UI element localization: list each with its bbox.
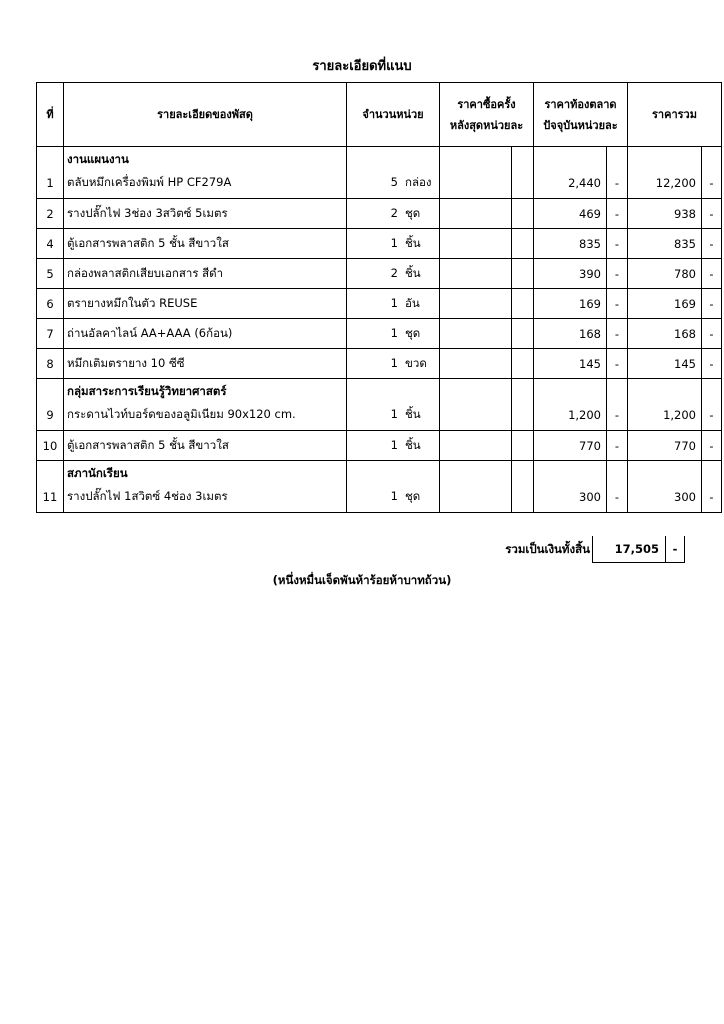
item-total-dash: - xyxy=(702,319,722,349)
table-row xyxy=(37,431,722,461)
table-row xyxy=(37,229,722,259)
total-value: 17,505 xyxy=(614,542,659,556)
market-price-dash: - xyxy=(607,229,628,259)
item-qty-unit: ขวด xyxy=(405,355,427,370)
empty-cell xyxy=(702,147,722,169)
last-price-cell xyxy=(440,483,512,513)
last-price-extra-cell xyxy=(512,259,534,289)
market-price: 2,440 xyxy=(534,169,607,199)
market-price: 390 xyxy=(534,259,607,289)
last-price-cell xyxy=(440,349,512,379)
header-no: ที่ xyxy=(37,83,64,147)
item-qty-unit: ชุด xyxy=(405,489,421,504)
item-qty-number: 5 xyxy=(390,175,398,190)
item-qty-number: 1 xyxy=(390,437,398,452)
market-price: 145 xyxy=(534,349,607,379)
item-no: 11 xyxy=(37,483,64,513)
market-price-dash: - xyxy=(607,169,628,199)
item-quantity xyxy=(347,401,440,431)
table-row xyxy=(37,199,722,229)
table-row xyxy=(37,259,722,289)
header-market-price xyxy=(534,83,628,147)
last-price-extra-cell xyxy=(512,401,534,431)
market-price-dash: - xyxy=(607,401,628,431)
item-quantity xyxy=(347,349,440,379)
header-market-price-line2: ปัจจุบันหน่วยละ xyxy=(543,118,618,132)
last-price-extra-cell xyxy=(512,349,534,379)
item-description: ตลับหมึกเครื่องพิมพ์ HP CF279A xyxy=(64,169,347,199)
item-table xyxy=(36,82,722,513)
item-qty-number: 1 xyxy=(390,355,398,370)
group-name: กลุ่มสาระการเรียนรู้วิทยาศาสตร์ xyxy=(64,379,347,401)
item-total: 938 xyxy=(628,199,702,229)
item-description: ตู้เอกสารพลาสติก 5 ชั้น สีขาวใส xyxy=(64,229,347,259)
amount-in-words: (หนึ่งหมื่นเจ็ดพันห้าร้อยห้าบาทถ้วน) xyxy=(272,573,452,587)
market-price: 469 xyxy=(534,199,607,229)
table-row xyxy=(37,483,722,513)
empty-cell xyxy=(347,461,440,483)
item-total-dash: - xyxy=(702,349,722,379)
group-row xyxy=(37,147,722,169)
table-row xyxy=(37,289,722,319)
header-total: ราคารวม xyxy=(628,83,722,147)
last-price-cell xyxy=(440,229,512,259)
market-price: 169 xyxy=(534,289,607,319)
item-quantity xyxy=(347,199,440,229)
table-row xyxy=(37,169,722,199)
item-qty-unit: ชิ้น xyxy=(405,235,421,250)
empty-cell xyxy=(512,379,534,401)
header-last-price-line1: ราคาซื้อครั้ง xyxy=(457,97,516,111)
item-total: 12,200 xyxy=(628,169,702,199)
empty-cell xyxy=(534,461,607,483)
table-body xyxy=(37,147,722,513)
item-description: กล่องพลาสติกเสียบเอกสาร สีดำ xyxy=(64,259,347,289)
empty-cell xyxy=(702,461,722,483)
item-no: 2 xyxy=(37,199,64,229)
item-description: ถ่านอัลคาไลน์ AA+AAA (6ก้อน) xyxy=(64,319,347,349)
item-qty-number: 1 xyxy=(390,295,398,310)
item-qty-unit: ชุด xyxy=(405,325,421,340)
item-no: 5 xyxy=(37,259,64,289)
market-price-dash: - xyxy=(607,349,628,379)
last-price-cell xyxy=(440,401,512,431)
item-quantity xyxy=(347,169,440,199)
item-no: 1 xyxy=(37,169,64,199)
last-price-extra-cell xyxy=(512,483,534,513)
item-qty-unit: ชิ้น xyxy=(405,407,421,422)
item-total: 835 xyxy=(628,229,702,259)
market-price-dash: - xyxy=(607,199,628,229)
item-no: 10 xyxy=(37,431,64,461)
page-title: รายละเอียดที่แนบ xyxy=(312,59,412,74)
item-description: รางปลั๊กไฟ 3ช่อง 3สวิตซ์ 5เมตร xyxy=(64,199,347,229)
item-total: 300 xyxy=(628,483,702,513)
table-row xyxy=(37,349,722,379)
item-quantity xyxy=(347,319,440,349)
item-description: หมึกเติมตรายาง 10 ซีซี xyxy=(64,349,347,379)
total-row xyxy=(0,536,724,564)
empty-cell xyxy=(440,147,512,169)
empty-cell xyxy=(37,147,64,169)
market-price: 770 xyxy=(534,431,607,461)
table-row xyxy=(37,401,722,431)
empty-cell xyxy=(512,461,534,483)
header-last-price xyxy=(440,83,534,147)
empty-cell xyxy=(37,461,64,483)
last-price-cell xyxy=(440,289,512,319)
market-price: 1,200 xyxy=(534,401,607,431)
item-total-dash: - xyxy=(702,199,722,229)
item-total-dash: - xyxy=(702,259,722,289)
item-total: 1,200 xyxy=(628,401,702,431)
last-price-extra-cell xyxy=(512,199,534,229)
item-qty-unit: อัน xyxy=(405,295,420,310)
group-row xyxy=(37,461,722,483)
item-no: 7 xyxy=(37,319,64,349)
market-price-dash: - xyxy=(607,289,628,319)
item-qty-unit: ชิ้น xyxy=(405,265,421,280)
empty-cell xyxy=(702,379,722,401)
last-price-cell xyxy=(440,431,512,461)
item-qty-number: 1 xyxy=(390,407,398,422)
empty-cell xyxy=(534,147,607,169)
item-description: ตู้เอกสารพลาสติก 5 ชั้น สีขาวใส xyxy=(64,431,347,461)
item-no: 8 xyxy=(37,349,64,379)
empty-cell xyxy=(347,147,440,169)
table-row xyxy=(37,319,722,349)
item-total: 168 xyxy=(628,319,702,349)
header-market-price-line1: ราคาท้องตลาด xyxy=(544,97,617,111)
item-no: 4 xyxy=(37,229,64,259)
item-description: รางปลั๊กไฟ 1สวิตซ์ 4ช่อง 3เมตร xyxy=(64,483,347,513)
item-quantity xyxy=(347,289,440,319)
item-total: 169 xyxy=(628,289,702,319)
total-value-box xyxy=(592,536,666,563)
last-price-extra-cell xyxy=(512,319,534,349)
market-price-dash: - xyxy=(607,483,628,513)
item-qty-number: 2 xyxy=(390,265,398,280)
last-price-cell xyxy=(440,169,512,199)
market-price-dash: - xyxy=(607,319,628,349)
empty-cell xyxy=(440,379,512,401)
item-total-dash: - xyxy=(702,483,722,513)
item-quantity xyxy=(347,483,440,513)
group-row xyxy=(37,379,722,401)
empty-cell xyxy=(512,147,534,169)
item-total-dash: - xyxy=(702,169,722,199)
empty-cell xyxy=(440,461,512,483)
last-price-cell xyxy=(440,259,512,289)
empty-cell xyxy=(607,461,628,483)
market-price: 168 xyxy=(534,319,607,349)
last-price-cell xyxy=(440,319,512,349)
item-quantity xyxy=(347,259,440,289)
item-total-dash: - xyxy=(702,431,722,461)
item-total: 145 xyxy=(628,349,702,379)
empty-cell xyxy=(607,379,628,401)
item-qty-number: 1 xyxy=(390,235,398,250)
item-description: ตรายางหมึกในตัว REUSE xyxy=(64,289,347,319)
empty-cell xyxy=(37,379,64,401)
total-label: รวมเป็นเงินทั้งสิ้น xyxy=(505,542,590,556)
last-price-cell xyxy=(440,199,512,229)
empty-cell xyxy=(347,379,440,401)
item-quantity xyxy=(347,229,440,259)
market-price-dash: - xyxy=(607,431,628,461)
item-qty-number: 2 xyxy=(390,205,398,220)
item-no: 6 xyxy=(37,289,64,319)
item-description: กระดานไวท์บอร์ดของอลูมิเนียม 90x120 cm. xyxy=(64,401,347,431)
item-qty-unit: ชุด xyxy=(405,205,421,220)
last-price-extra-cell xyxy=(512,229,534,259)
empty-cell xyxy=(534,379,607,401)
header-last-price-line2: หลังสุดหน่วยละ xyxy=(449,118,524,132)
group-name: งานแผนงาน xyxy=(64,147,347,169)
empty-cell xyxy=(628,147,702,169)
item-qty-number: 1 xyxy=(390,489,398,504)
group-name: สภานักเรียน xyxy=(64,461,347,483)
item-qty-unit: ชิ้น xyxy=(405,437,421,452)
last-price-extra-cell xyxy=(512,431,534,461)
item-no: 9 xyxy=(37,401,64,431)
empty-cell xyxy=(628,379,702,401)
item-total-dash: - xyxy=(702,401,722,431)
market-price: 300 xyxy=(534,483,607,513)
market-price-dash: - xyxy=(607,259,628,289)
empty-cell xyxy=(607,147,628,169)
last-price-extra-cell xyxy=(512,289,534,319)
item-total: 780 xyxy=(628,259,702,289)
total-dash: - xyxy=(665,536,685,563)
market-price: 835 xyxy=(534,229,607,259)
empty-cell xyxy=(628,461,702,483)
item-qty-unit: กล่อง xyxy=(405,175,432,190)
item-quantity xyxy=(347,431,440,461)
item-total-dash: - xyxy=(702,289,722,319)
last-price-extra-cell xyxy=(512,169,534,199)
item-total: 770 xyxy=(628,431,702,461)
item-qty-number: 1 xyxy=(390,325,398,340)
item-total-dash: - xyxy=(702,229,722,259)
header-desc: รายละเอียดของพัสดุ xyxy=(64,83,347,147)
header-qty: จำนวนหน่วย xyxy=(347,83,440,147)
